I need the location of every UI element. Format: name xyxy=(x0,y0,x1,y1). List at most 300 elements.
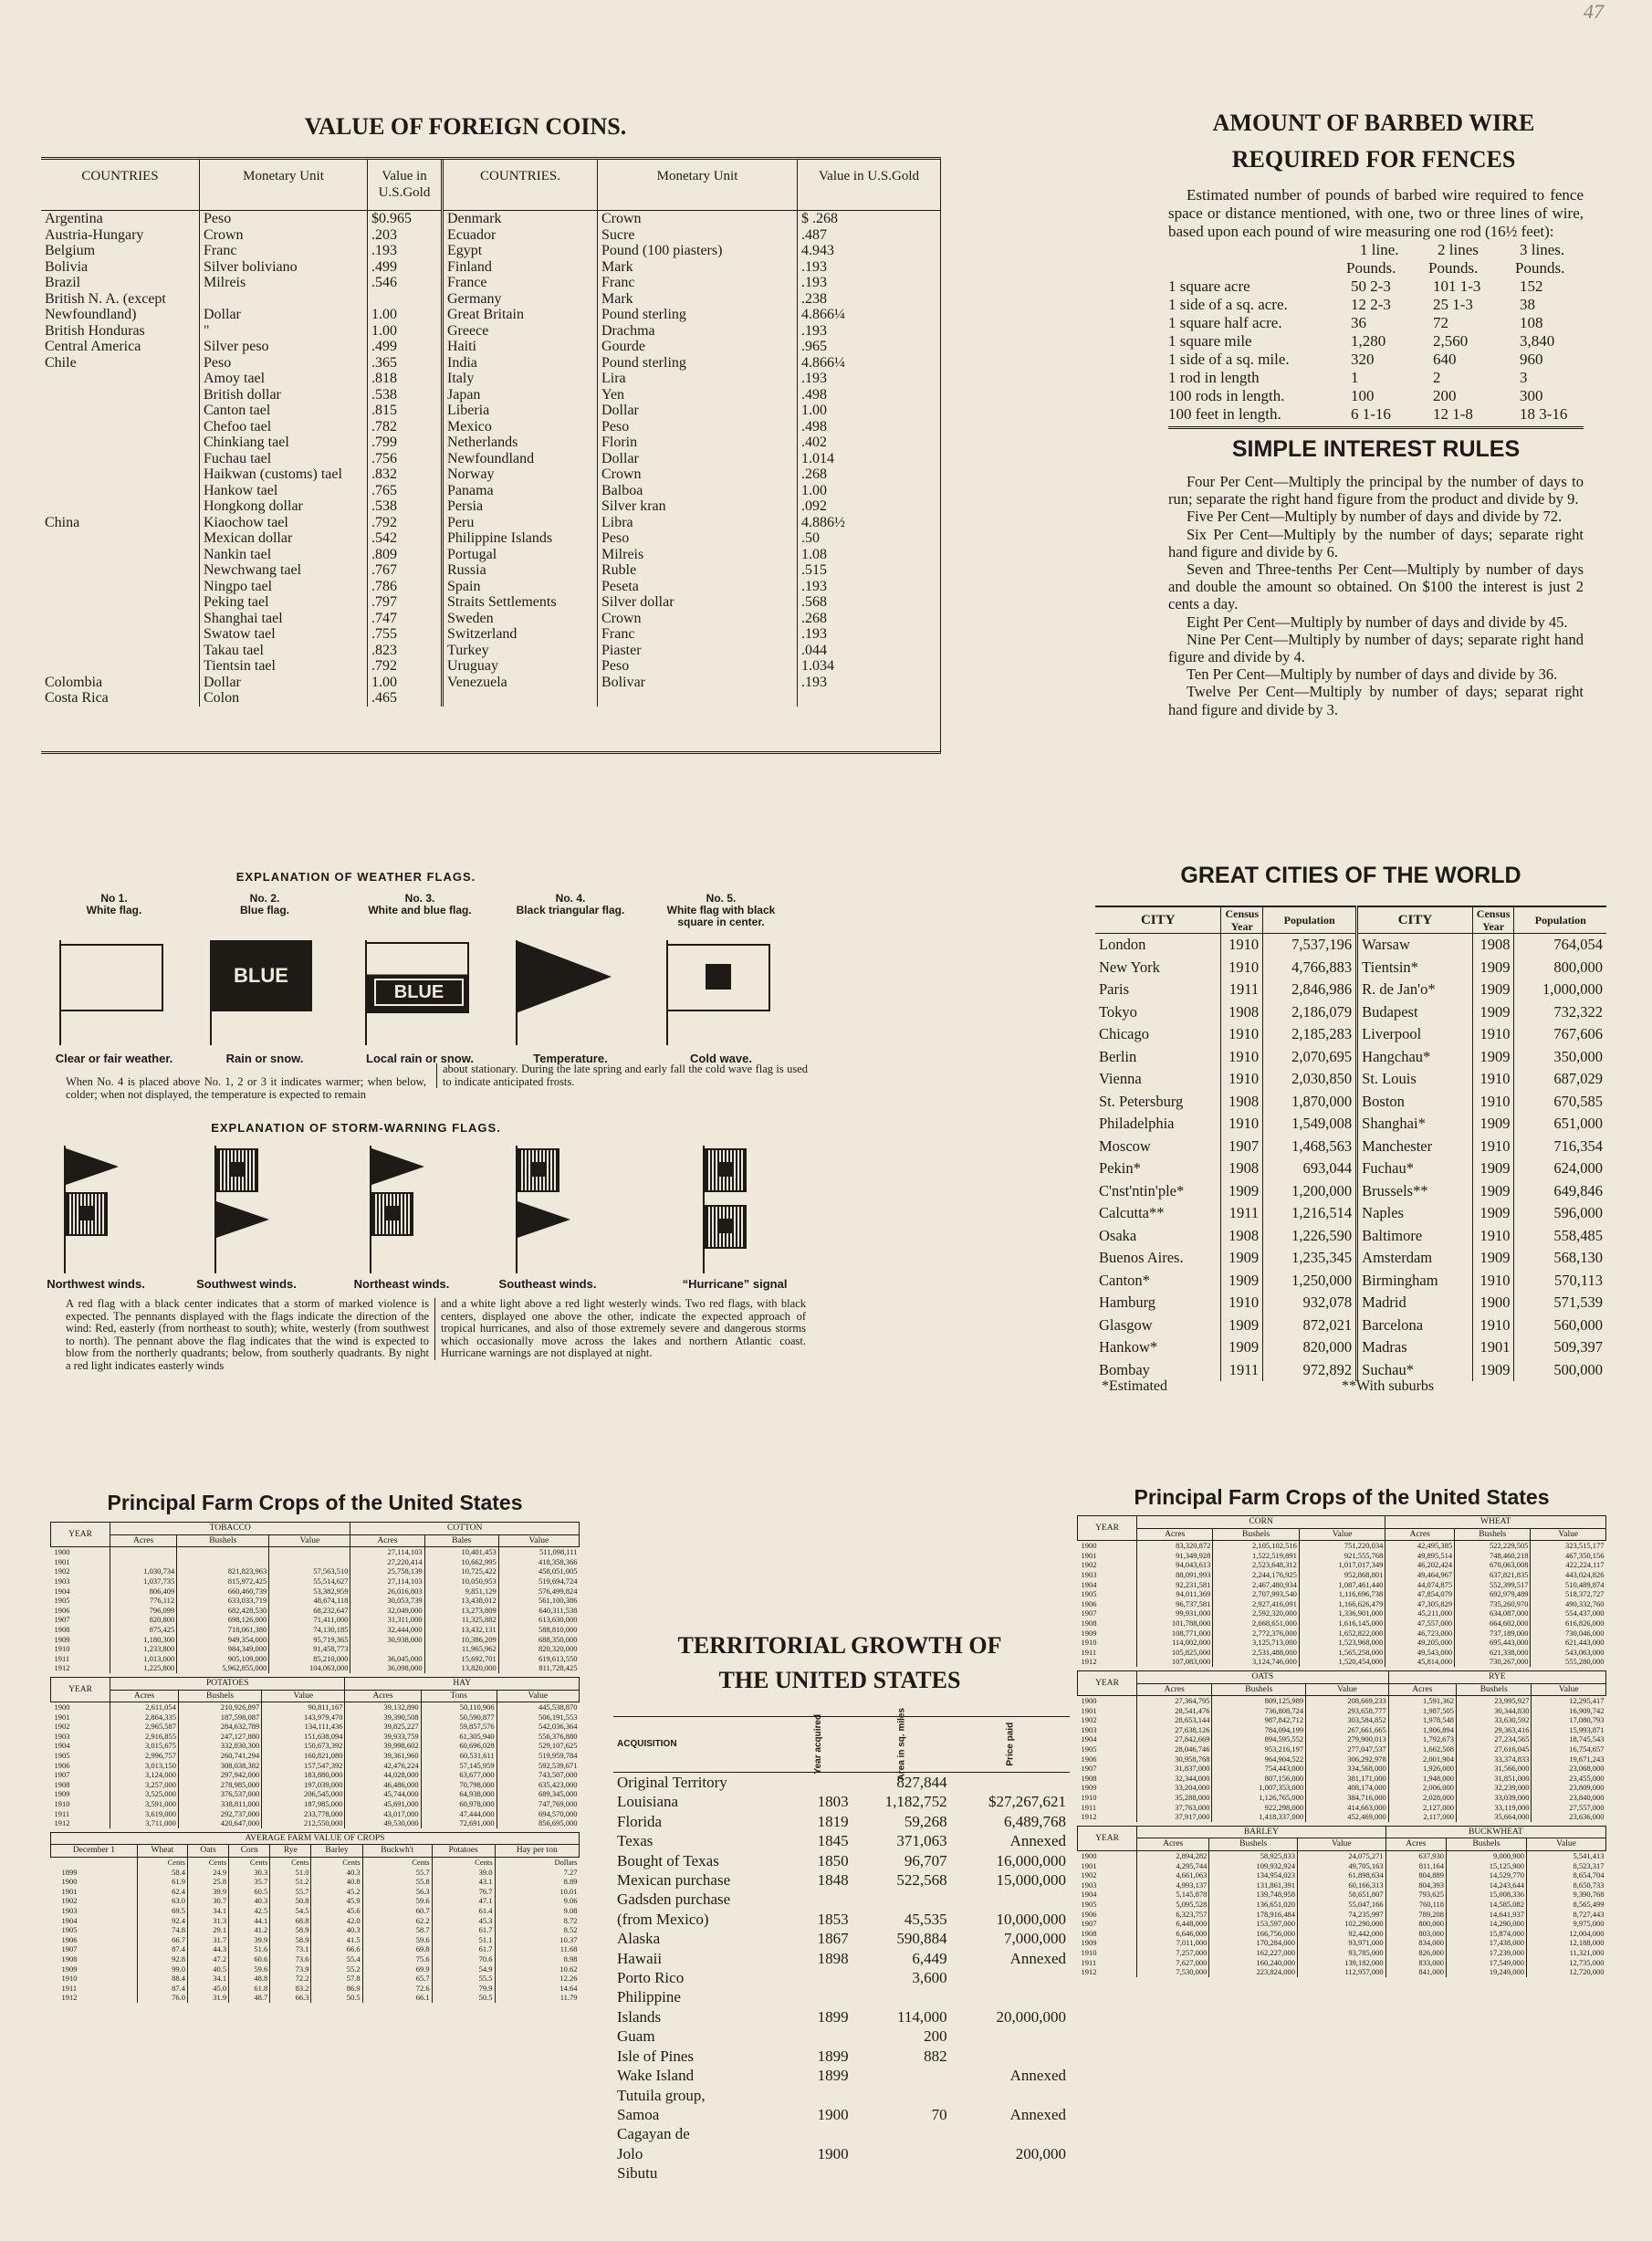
crop-value: 18,745,543 xyxy=(1532,1734,1606,1744)
avg-value: 9.06 xyxy=(495,1896,579,1906)
crop-value: 4,661,063 xyxy=(1137,1870,1209,1880)
crop-value: 743,507,000 xyxy=(497,1770,579,1780)
avg-year: 1905 xyxy=(61,1925,78,1935)
coins-row xyxy=(41,466,940,483)
crop-value: 3,125,713,000 xyxy=(1213,1638,1300,1648)
avg-value: 43.1 xyxy=(432,1877,495,1887)
crop-row xyxy=(51,1780,580,1790)
crop-value: 23,840,000 xyxy=(1532,1793,1606,1803)
crop-year: 1911 xyxy=(1081,1802,1097,1812)
storm-flag-center xyxy=(78,1206,93,1220)
territory-year: 1899 xyxy=(817,2047,849,2065)
crop-col-head: Acres xyxy=(1385,1838,1446,1851)
coins-unit xyxy=(200,291,368,308)
crop-group-head: BUCKWHEAT xyxy=(1385,1826,1605,1838)
coins-value: 4.886½ xyxy=(801,514,845,530)
crop-value: 183,880,000 xyxy=(262,1770,345,1780)
city-census-year: 1910 xyxy=(1221,1292,1263,1314)
coins-unit: Sucre xyxy=(598,227,798,244)
crop-value: 2,772,376,000 xyxy=(1213,1628,1300,1639)
coins-row xyxy=(41,547,940,563)
avg-value: 31.9 xyxy=(187,1993,228,2003)
coins-row xyxy=(41,307,940,323)
crop-value: 37,917,000 xyxy=(1137,1812,1212,1822)
avg-value: 59.6 xyxy=(362,1896,432,1906)
northwest-flag-icon xyxy=(64,1148,128,1267)
black-triangular-flag-icon xyxy=(516,940,612,1013)
territory-area: 590,884 xyxy=(896,1930,947,1948)
territory-year xyxy=(785,2086,852,2105)
coins-country xyxy=(41,643,200,659)
crop-year: 1908 xyxy=(54,1779,70,1789)
coins-value: .823 xyxy=(368,643,443,659)
crop-value: 27,114,103 xyxy=(350,1576,424,1587)
crop-value: 293,658,777 xyxy=(1306,1706,1389,1716)
crop-year: 1911 xyxy=(1081,1647,1097,1657)
city-census-year: 1911 xyxy=(1221,1359,1263,1382)
crop-value: 32,344,000 xyxy=(1137,1774,1212,1784)
avg-value: 69.5 xyxy=(137,1906,187,1916)
coins-country xyxy=(41,626,200,643)
coins-row xyxy=(41,498,940,515)
wire-head-3: 3 lines. xyxy=(1520,241,1565,258)
crop-value: 30,344,830 xyxy=(1457,1706,1532,1716)
crop-value: 55,514,627 xyxy=(269,1576,350,1587)
coins-row xyxy=(41,275,940,291)
crop-value: 621,443,000 xyxy=(1531,1638,1606,1648)
crop-year: 1909 xyxy=(54,1789,70,1799)
crop-year: 1906 xyxy=(54,1760,70,1770)
crop-value: 48,674,118 xyxy=(269,1596,350,1606)
city-population: 1,200,000 xyxy=(1263,1180,1357,1203)
city-name: Chicago xyxy=(1095,1023,1221,1046)
crop-value: 735,260,970 xyxy=(1455,1599,1531,1609)
coins-unit: Chefoo tael xyxy=(200,419,368,435)
crop-value: 32,444,000 xyxy=(350,1625,424,1635)
city-name: Manchester xyxy=(1357,1136,1473,1158)
city-row xyxy=(1095,1046,1606,1069)
coins-value: .268 xyxy=(801,466,827,482)
territory-price xyxy=(951,2047,1070,2066)
avg-value: 10.01 xyxy=(495,1887,579,1897)
territory-year: 1848 xyxy=(817,1871,849,1890)
crop-year: 1900 xyxy=(1081,1851,1097,1860)
city-population: 687,029 xyxy=(1553,1070,1603,1087)
flag-number: No. 4. xyxy=(555,892,586,905)
city-census-year: 1909 xyxy=(1221,1180,1263,1203)
crop-value: 747,769,000 xyxy=(497,1799,579,1809)
crop-year: 1904 xyxy=(1081,1734,1097,1744)
city-population: 932,078 xyxy=(1263,1292,1357,1314)
crop-value: 803,000 xyxy=(1385,1929,1446,1939)
wire-row xyxy=(1168,405,1584,424)
crop-value: 834,000 xyxy=(1385,1938,1446,1948)
northeast-flag-icon xyxy=(370,1148,434,1267)
crop-value: 45,814,000 xyxy=(1385,1657,1455,1667)
crop-value: 85,210,000 xyxy=(269,1654,350,1664)
cities-title: GREAT CITIES OF THE WORLD xyxy=(1180,863,1521,888)
wire-two-lines: 2 xyxy=(1433,369,1441,386)
coins-value: .818 xyxy=(368,371,443,387)
crop-value: 15,993,871 xyxy=(1532,1725,1606,1735)
wire-head-1: 1 line. xyxy=(1360,241,1399,258)
crop-value: 14,585,082 xyxy=(1447,1900,1527,1910)
crop-value: 31,837,000 xyxy=(1137,1764,1212,1774)
crop-value: 1,233,800 xyxy=(110,1644,177,1654)
crop-row xyxy=(1078,1715,1606,1725)
crop-value: 4,993,137 xyxy=(1137,1880,1209,1890)
crop-value: 529,107,625 xyxy=(497,1741,579,1751)
coins-value: .193 xyxy=(801,258,827,275)
crop-value: 162,227,000 xyxy=(1209,1948,1298,1958)
coins-country: British N. A. (except xyxy=(41,291,200,308)
crop-value: 8,727,443 xyxy=(1526,1910,1605,1920)
crop-value: 894,595,552 xyxy=(1212,1734,1306,1744)
crop-group-head: RYE xyxy=(1388,1670,1605,1683)
wire-distance: 1 side of a sq. mile. xyxy=(1168,351,1290,368)
wire-intro: Estimated number of pounds of barbed wire required to fence space or distance mentioned, with one, two or three lines of wire, based upon each pound of wire measuring one rod (16½ feet): xyxy=(1168,186,1584,240)
crop-head-row xyxy=(51,1523,580,1535)
coins-value: .542 xyxy=(368,530,443,547)
crop-group-head: BARLEY xyxy=(1137,1826,1386,1838)
territory-price: 6,489,768 xyxy=(1004,1812,1066,1830)
city-census-year: 1910 xyxy=(1221,934,1263,957)
crop-value: 19,249,000 xyxy=(1447,1967,1527,1977)
avg-col-head: Potatoes xyxy=(432,1845,495,1858)
city-census-year: 1908 xyxy=(1221,1157,1263,1180)
wire-three-lines: 960 xyxy=(1520,351,1543,368)
territory-year: 1853 xyxy=(817,1910,849,1928)
avg-value: 41.2 xyxy=(229,1925,270,1935)
crop-value: 39,998,602 xyxy=(345,1741,421,1751)
avg-value: 39.9 xyxy=(187,1887,228,1897)
coins-value: .832 xyxy=(368,466,443,483)
crop-value: 556,376,880 xyxy=(497,1732,579,1742)
wire-one-line: 1 xyxy=(1351,369,1359,386)
coins-country: France xyxy=(443,275,598,291)
city-census-year: 1910 xyxy=(1472,1270,1514,1293)
interest-rule: Ten Per Cent—Multiply by number of days and divide by 36. xyxy=(1187,665,1558,684)
crop-value: 422,224,117 xyxy=(1531,1560,1606,1570)
interest-rule: Nine Per Cent—Multiply by number of days; separate right hand figure and divide by 4. xyxy=(1168,630,1584,666)
wire-distance: 1 square mile xyxy=(1168,332,1252,350)
avg-value: 58.7 xyxy=(362,1925,432,1935)
crop-value: 376,537,000 xyxy=(178,1789,261,1799)
crop-value: 905,109,000 xyxy=(177,1654,269,1664)
crop-value: 93,971,000 xyxy=(1297,1938,1385,1948)
crop-row xyxy=(51,1587,580,1597)
territory-price: Annexed xyxy=(1009,1832,1066,1850)
crop-value: 14,641,937 xyxy=(1447,1910,1527,1920)
crop-value: 16,909,742 xyxy=(1532,1706,1606,1716)
crop-value: 58,925,833 xyxy=(1209,1851,1298,1861)
storm-flag-label: Southwest winds. xyxy=(196,1277,297,1291)
city-name: Liverpool xyxy=(1357,1023,1473,1046)
crop-value: 692,979,489 xyxy=(1455,1589,1531,1599)
coins-country xyxy=(41,403,200,419)
crop-year: 1907 xyxy=(54,1615,70,1625)
city-population: 2,185,283 xyxy=(1263,1023,1357,1046)
city-row xyxy=(1095,1225,1606,1248)
crop-value: 381,171,000 xyxy=(1306,1774,1389,1784)
avg-value: 8.98 xyxy=(495,1954,579,1964)
crop-value: 308,038,382 xyxy=(178,1761,261,1771)
crop-value: 3,619,000 xyxy=(110,1809,179,1819)
city-name: Brussels** xyxy=(1357,1180,1473,1203)
crop-value: 9,975,000 xyxy=(1526,1919,1605,1929)
crop-value: 2,523,648,312 xyxy=(1213,1560,1300,1570)
territory-row xyxy=(613,1949,1070,1968)
avg-value: 74.8 xyxy=(137,1925,187,1935)
crop-value: 796,099 xyxy=(110,1606,177,1616)
crops-right-tables xyxy=(1077,1515,1606,1981)
avg-value: 72.6 xyxy=(362,1984,432,1994)
avg-year: 1908 xyxy=(61,1953,78,1963)
avg-value: 8.52 xyxy=(495,1925,579,1935)
crop-value: 39,825,227 xyxy=(345,1722,421,1732)
city-name: Tokyo xyxy=(1095,1001,1221,1024)
city-census-year: 1909 xyxy=(1221,1314,1263,1337)
avg-row xyxy=(51,1935,580,1945)
crop-value: 44,028,000 xyxy=(345,1770,421,1780)
flag-name: White flag with black square in center. xyxy=(666,904,776,928)
cities-note-right: **With suburbs xyxy=(1342,1378,1435,1394)
crop-row xyxy=(1078,1958,1606,1968)
coins-value: .268 xyxy=(801,610,827,626)
crop-col-head: Bushels xyxy=(1455,1528,1531,1541)
crop-col-head: Tons xyxy=(421,1690,497,1702)
city-row xyxy=(1095,1023,1606,1046)
crop-value: 131,861,391 xyxy=(1209,1880,1298,1890)
avg-value: 76.7 xyxy=(432,1887,495,1897)
avg-value: 57.8 xyxy=(311,1974,362,1984)
territory-acquisition: Cagayan de xyxy=(617,2125,690,2143)
crop-row xyxy=(1078,1560,1606,1570)
city-population: 767,606 xyxy=(1553,1025,1603,1042)
coins-country xyxy=(41,498,200,515)
crop-value: 61,898,634 xyxy=(1297,1870,1385,1880)
crop-year: 1903 xyxy=(1081,1569,1097,1579)
wire-distance: 1 square half acre. xyxy=(1168,314,1282,331)
coins-unit: Gourde xyxy=(598,339,798,355)
crop-col-head: Value xyxy=(1531,1528,1606,1541)
avg-value: 40.3 xyxy=(311,1868,362,1878)
city-census-year: 1911 xyxy=(1221,979,1263,1001)
crop-value: 506,191,553 xyxy=(497,1712,579,1723)
crop-value: 1,418,337,000 xyxy=(1212,1812,1306,1822)
coins-country: Haiti xyxy=(443,339,598,355)
crop-col-head: Bushels xyxy=(178,1690,261,1702)
coins-unit: Drachma xyxy=(598,323,798,340)
crop-year-label: YEAR xyxy=(68,1529,92,1539)
avg-value: 55.4 xyxy=(311,1954,362,1964)
city-census-year: 1909 xyxy=(1472,979,1514,1001)
crop-value: 8,654,704 xyxy=(1526,1870,1605,1880)
cities-head-pop2: Population xyxy=(1514,906,1606,934)
interest-rule: Four Per Cent—Multiply the principal by the number of days to run; separate the right hand figure from the product and divide by 9. xyxy=(1168,473,1584,508)
avg-unit: Dollars xyxy=(495,1858,579,1868)
crop-year-head xyxy=(51,1523,110,1547)
crop-value: 1,948,000 xyxy=(1388,1774,1456,1784)
crop-value: 3,015,675 xyxy=(110,1741,179,1751)
crop-year-head xyxy=(1078,1516,1137,1541)
city-population: 1,468,563 xyxy=(1263,1136,1357,1158)
city-population: 571,539 xyxy=(1553,1293,1603,1311)
territorial-table-wrap xyxy=(613,1708,1070,2183)
crop-value: 964,904,522 xyxy=(1212,1754,1306,1765)
coins-country: Liberia xyxy=(443,403,598,419)
wire-three-lines: 3,840 xyxy=(1520,332,1555,350)
crop-value: 24,075,271 xyxy=(1297,1851,1385,1861)
coins-unit: Crown xyxy=(598,611,798,627)
city-census-year: 1909 xyxy=(1221,1270,1263,1293)
crop-value: 10,662,995 xyxy=(424,1557,498,1567)
city-name: Boston xyxy=(1357,1091,1473,1114)
crop-value xyxy=(269,1557,350,1567)
avg-row xyxy=(51,1925,580,1935)
coins-value: .193 xyxy=(801,626,827,642)
avg-value: 58.4 xyxy=(137,1868,187,1878)
coins-country xyxy=(41,435,200,451)
coins-value: 4.866¼ xyxy=(801,354,845,371)
city-name: Warsaw xyxy=(1357,934,1473,957)
city-name: Pekin* xyxy=(1095,1157,1221,1180)
crop-value: 3,525,000 xyxy=(110,1789,179,1799)
territory-area: 59,268 xyxy=(904,1812,947,1830)
coins-unit: Chinkiang tael xyxy=(200,435,368,451)
territory-year xyxy=(785,2026,852,2046)
territory-row xyxy=(613,2026,1070,2046)
coins-country: China xyxy=(41,515,200,531)
crop-value: 621,338,000 xyxy=(1455,1648,1531,1658)
crop-value: 2,531,488,000 xyxy=(1213,1648,1300,1658)
crop-value: 74,235,997 xyxy=(1297,1910,1385,1920)
crop-row xyxy=(51,1654,580,1664)
avg-row xyxy=(51,1887,580,1897)
coins-unit: Dollar xyxy=(598,403,798,419)
city-name: New York xyxy=(1095,957,1221,979)
wire-row xyxy=(1168,278,1584,296)
crop-row xyxy=(1078,1599,1606,1609)
crop-row xyxy=(1078,1648,1606,1658)
crop-value: 14,243,644 xyxy=(1447,1880,1527,1890)
crop-value: 13,438,012 xyxy=(424,1596,498,1606)
crop-value: 1,037,735 xyxy=(110,1576,177,1587)
coins-value: .193 xyxy=(801,275,827,290)
crop-row xyxy=(51,1818,580,1828)
avg-value: 61.8 xyxy=(229,1984,270,1994)
city-name: Barcelona xyxy=(1357,1314,1473,1337)
crop-row xyxy=(51,1741,580,1751)
crop-year: 1904 xyxy=(1081,1579,1097,1589)
crop-value: 39,390,508 xyxy=(345,1712,421,1723)
avg-unit: Cents xyxy=(137,1858,187,1868)
coins-unit: Fuchau tael xyxy=(200,451,368,467)
crop-row xyxy=(1078,1948,1606,1958)
crop-group-head: WHEAT xyxy=(1385,1516,1606,1529)
crop-value: 31,566,000 xyxy=(1457,1764,1532,1774)
crop-value: 445,538,870 xyxy=(497,1702,579,1712)
flag-number: No 1. xyxy=(100,892,128,905)
crop-value: 522,229,505 xyxy=(1455,1541,1531,1551)
city-row xyxy=(1095,1157,1606,1180)
crop-value: 94,043,613 xyxy=(1137,1560,1213,1570)
crop-value: 2,006,000 xyxy=(1388,1783,1456,1793)
coins-unit: " xyxy=(200,323,368,340)
territory-price xyxy=(951,1968,1070,1987)
flag-meaning: Temperature. xyxy=(533,1052,608,1065)
crop-col-head: Value xyxy=(497,1690,579,1702)
crop-value: 949,354,000 xyxy=(177,1635,269,1645)
territory-year: 1899 xyxy=(817,2007,849,2026)
avg-value: 40.3 xyxy=(311,1925,362,1935)
crop-value: 1,987,505 xyxy=(1388,1706,1456,1716)
crop-value: 1,087,461,440 xyxy=(1299,1580,1385,1590)
city-name: Hangchau* xyxy=(1357,1046,1473,1069)
crop-row xyxy=(1078,1880,1606,1890)
crop-value: 43,017,000 xyxy=(345,1809,421,1819)
city-row xyxy=(1095,934,1606,957)
crop-value: 694,570,000 xyxy=(497,1809,579,1819)
coins-country xyxy=(41,483,200,499)
avg-row xyxy=(51,1868,580,1878)
coins-unit: Milreis xyxy=(200,275,368,291)
coins-unit: Kiaochow tael xyxy=(200,515,368,531)
crop-value xyxy=(350,1644,424,1654)
storm-flag-label: Southeast winds. xyxy=(498,1277,597,1291)
crop-value: 55,047,166 xyxy=(1297,1900,1385,1910)
crop-value: 3,124,000 xyxy=(110,1770,179,1780)
avg-year: 1903 xyxy=(61,1905,78,1915)
city-census-year: 1910 xyxy=(1472,1314,1514,1337)
wire-one-line: 100 xyxy=(1351,387,1375,404)
crop-value: 94,011,369 xyxy=(1137,1589,1213,1599)
crop-value: 2,916,855 xyxy=(110,1732,179,1742)
avg-value: 25.8 xyxy=(187,1877,228,1887)
territory-price: Annexed xyxy=(1009,2105,1066,2123)
city-name: London xyxy=(1095,934,1221,957)
crop-value xyxy=(177,1557,269,1567)
coins-head-country2: COUNTRIES. xyxy=(443,160,598,211)
avg-value: 62.2 xyxy=(362,1916,432,1926)
crop-year: 1911 xyxy=(1081,1957,1097,1967)
crop-value: 35,288,000 xyxy=(1137,1793,1212,1803)
crop-value: 108,771,000 xyxy=(1137,1628,1213,1639)
coins-row xyxy=(41,451,940,467)
city-row xyxy=(1095,1314,1606,1337)
crop-value: 3,591,000 xyxy=(110,1799,179,1809)
avg-year: 1901 xyxy=(61,1886,78,1896)
crop-value: 17,438,000 xyxy=(1447,1938,1527,1948)
crop-year-head xyxy=(1078,1826,1137,1850)
coins-unit: Peso xyxy=(598,658,798,675)
avg-value: 31.3 xyxy=(187,1916,228,1926)
crop-value: 2,894,282 xyxy=(1137,1851,1209,1861)
coins-country: Peru xyxy=(443,515,598,531)
territory-acquisition: (from Mexico) xyxy=(617,1910,709,1928)
storm-flag-label: “Hurricane” signal xyxy=(682,1277,788,1291)
territory-area: 1,182,752 xyxy=(884,1793,947,1811)
cities-head-year: Census Year xyxy=(1221,906,1263,934)
crop-group-head: TOBACCO xyxy=(110,1523,350,1535)
crop-value: 49,205,000 xyxy=(1385,1638,1455,1648)
avg-value: 56.3 xyxy=(362,1887,432,1897)
territory-acquisition: Original Territory xyxy=(617,1774,727,1791)
city-row xyxy=(1095,979,1606,1001)
coins-unit: Crown xyxy=(598,466,798,483)
coins-row xyxy=(41,483,940,499)
crop-value: 921,555,768 xyxy=(1299,1551,1385,1561)
